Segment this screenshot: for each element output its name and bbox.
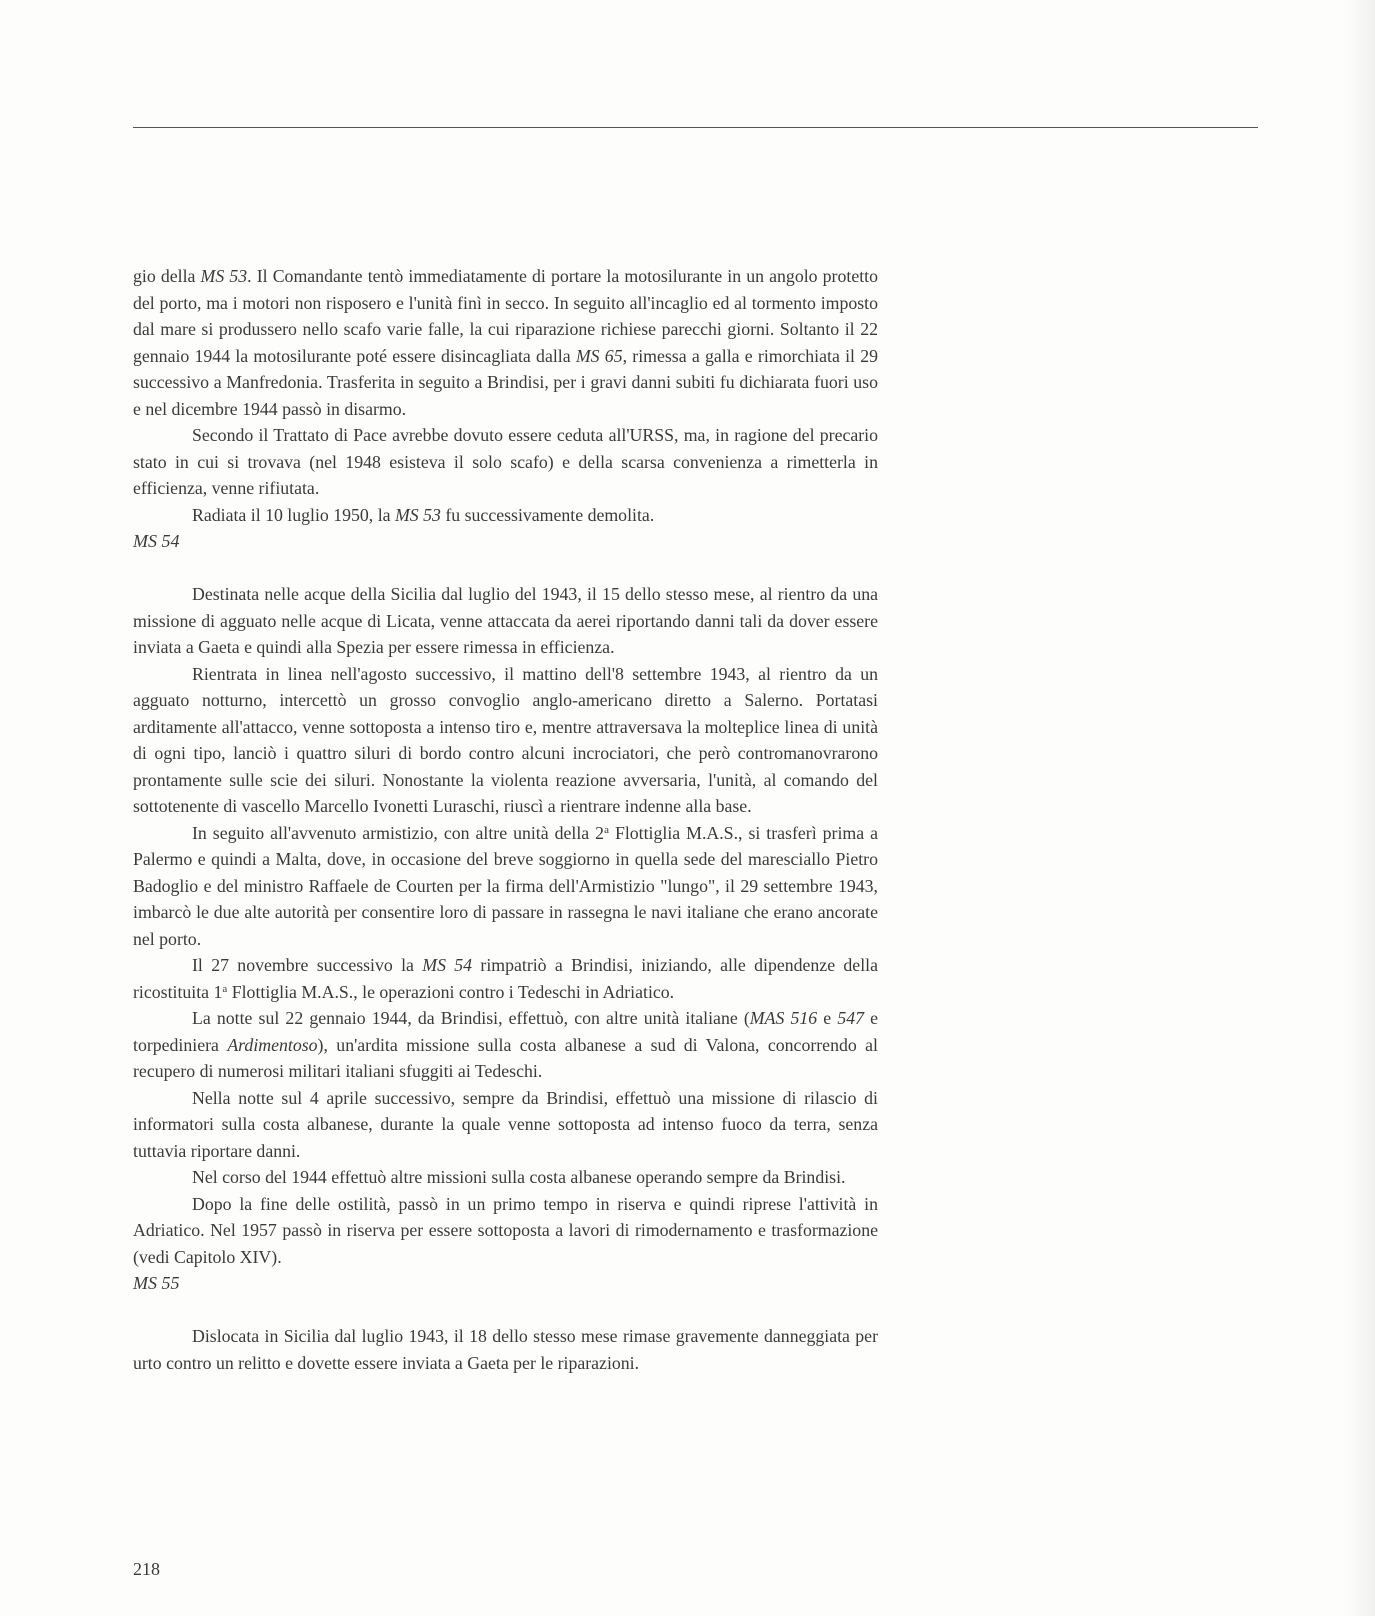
- italic-run: 547: [837, 1008, 864, 1028]
- text-run: Rientrata in linea nell'agosto successivo, il mattino dell'8 settembre 1943, al rientro da un agguato notturno, intercettò un grosso convoglio anglo-americano diretto a Salerno. Portatasi arditamente all'attacco, venne sottoposta a intenso tiro e, mentre attraversava la molteplice linea di unità di ogni tipo, lanciò i quattro siluri di bordo contro alcuni incrociatori, che però contromanovrarono prontamente sulle scie dei siluri. Nonostante la violenta reazione avversaria, l'unità, al comando del sottotenente di vascello Marcello Ivonetti Luraschi, riuscì a rientrare indenne alla base.: [133, 663, 878, 816]
- italic-run: MS 53: [200, 266, 248, 286]
- paragraph: [133, 1323, 878, 1376]
- text-run: e: [817, 1008, 838, 1028]
- paragraph: [133, 1191, 878, 1271]
- text-run: rimpatriò a Brindisi, iniziando, alle dipendenze della ricostituita 1: [133, 955, 878, 1002]
- paragraph: [133, 263, 878, 422]
- text-run: In seguito all'avvenuto armistizio, con altre unità della 2: [192, 822, 605, 843]
- text-run: Flottiglia M.A.S., le operazioni contro i Tedeschi in Adriatico.: [227, 981, 675, 1002]
- text-run: Dopo la fine delle ostilità, passò in un primo tempo in riserva e quindi riprese l'attività in Adriatico. Nel 1957 passò in riserva per essere sottoposta a lavori di rimodernamento e trasformazione (vedi Capitolo XIV).: [133, 1193, 878, 1267]
- header-rule: [133, 127, 1258, 128]
- section-heading-ms55: MS 55: [133, 1273, 180, 1293]
- italic-run: MS 53: [394, 504, 441, 525]
- paragraph: [133, 952, 878, 1005]
- paragraph: [133, 1085, 878, 1165]
- italic-run: Ardimentoso: [227, 1034, 318, 1055]
- italic-run: MAS 516: [749, 1008, 818, 1028]
- paragraph: [133, 1164, 878, 1191]
- paragraph: [133, 1005, 878, 1085]
- paragraph: [133, 820, 878, 953]
- text-run: Flottiglia M.A.S., si trasferì prima a Palermo e quindi a Malta, dove, in occasione del breve soggiorno in quella sede del maresciallo Pietro Badoglio e del ministro Raffaele de Courten per la firma dell'Armistizio "lungo", il 29 settembre 1943, imbarcò le due alte autorità per consentire loro di passare in rassegna le navi italiane che erano ancorate nel porto.: [133, 822, 878, 949]
- text-run: gio della: [133, 266, 201, 286]
- section-heading-ms54: MS 54: [133, 531, 180, 551]
- text-run: . Il Comandante tentò immediatamente di portare la motosilurante in un angolo protetto del porto, ma i motori non risposero e l'unità finì in secco. In seguito all'incaglio ed al tormento imposto dal mare si produssero nello scafo varie falle, la cui riparazione richiese parecchi giorni. Soltanto il 22 gennaio 1944 la motosilurante poté essere disincagliata dalla: [133, 266, 878, 366]
- paragraph: [133, 581, 878, 661]
- italic-run: MS 65: [575, 345, 623, 366]
- text-run: Destinata nelle acque della Sicilia dal luglio del 1943, il 15 dello stesso mese, al rientro da una missione di agguato nelle acque di Licata, venne attaccata da aerei riportando danni tali da dover essere inviata a Gaeta e quindi alla Spezia per essere rimessa in efficienza.: [133, 584, 878, 657]
- text-run: Dislocata in Sicilia dal luglio 1943, il 18 dello stesso mese rimase gravemente danneggiata per urto contro un relitto e dovette essere inviata a Gaeta per le riparazioni.: [133, 1326, 878, 1373]
- superscript-run: a: [604, 823, 609, 836]
- paragraph: [133, 502, 878, 529]
- page-number: 218: [133, 1559, 160, 1579]
- text-run: Nel corso del 1944 effettuò altre missioni sulla costa albanese operando sempre da Brindisi.: [192, 1167, 846, 1187]
- superscript-run: a: [222, 982, 228, 995]
- text-run: La notte sul 22 gennaio 1944, da Brindisi, effettuò, con altre unità italiane (: [192, 1008, 750, 1028]
- text-run: Il 27 novembre successivo la: [192, 955, 423, 975]
- body-text: [133, 263, 878, 1376]
- paragraph: [133, 661, 878, 820]
- text-run: ), un'ardita missione sulla costa albanese a sud di Valona, concorrendo al recupero di numerosi militari italiani sfuggiti ai Tedeschi.: [133, 1034, 878, 1081]
- text-run: fu successivamente demolita.: [440, 504, 655, 525]
- italic-run: MS 54: [422, 955, 473, 975]
- text-run: e torpediniera: [133, 1008, 879, 1055]
- text-run: Nella notte sul 4 aprile successivo, sempre da Brindisi, effettuò una missione di rilascio di informatori sulla costa albanese, durante la quale venne sottoposta ad intenso fuoco da terra, senza tuttavia riportare danni.: [133, 1087, 878, 1161]
- paragraph: [133, 422, 878, 502]
- text-run: , rimessa a galla e rimorchiata il 29 successivo a Manfredonia. Trasferita in seguito a Brindisi, per i gravi danni subiti fu dichiarata fuori uso e nel dicembre 1944 passò in disarmo.: [133, 345, 878, 419]
- page-edge-shadow: [1345, 0, 1375, 1616]
- text-run: Radiata il 10 luglio 1950, la: [192, 504, 395, 525]
- text-run: Secondo il Trattato di Pace avrebbe dovuto essere ceduta all'URSS, ma, in ragione del precario stato in cui si trovava (nel 1948 esisteva il solo scafo) e della scarsa convenienza a rimetterla in efficienza, venne rifiutata.: [133, 425, 878, 498]
